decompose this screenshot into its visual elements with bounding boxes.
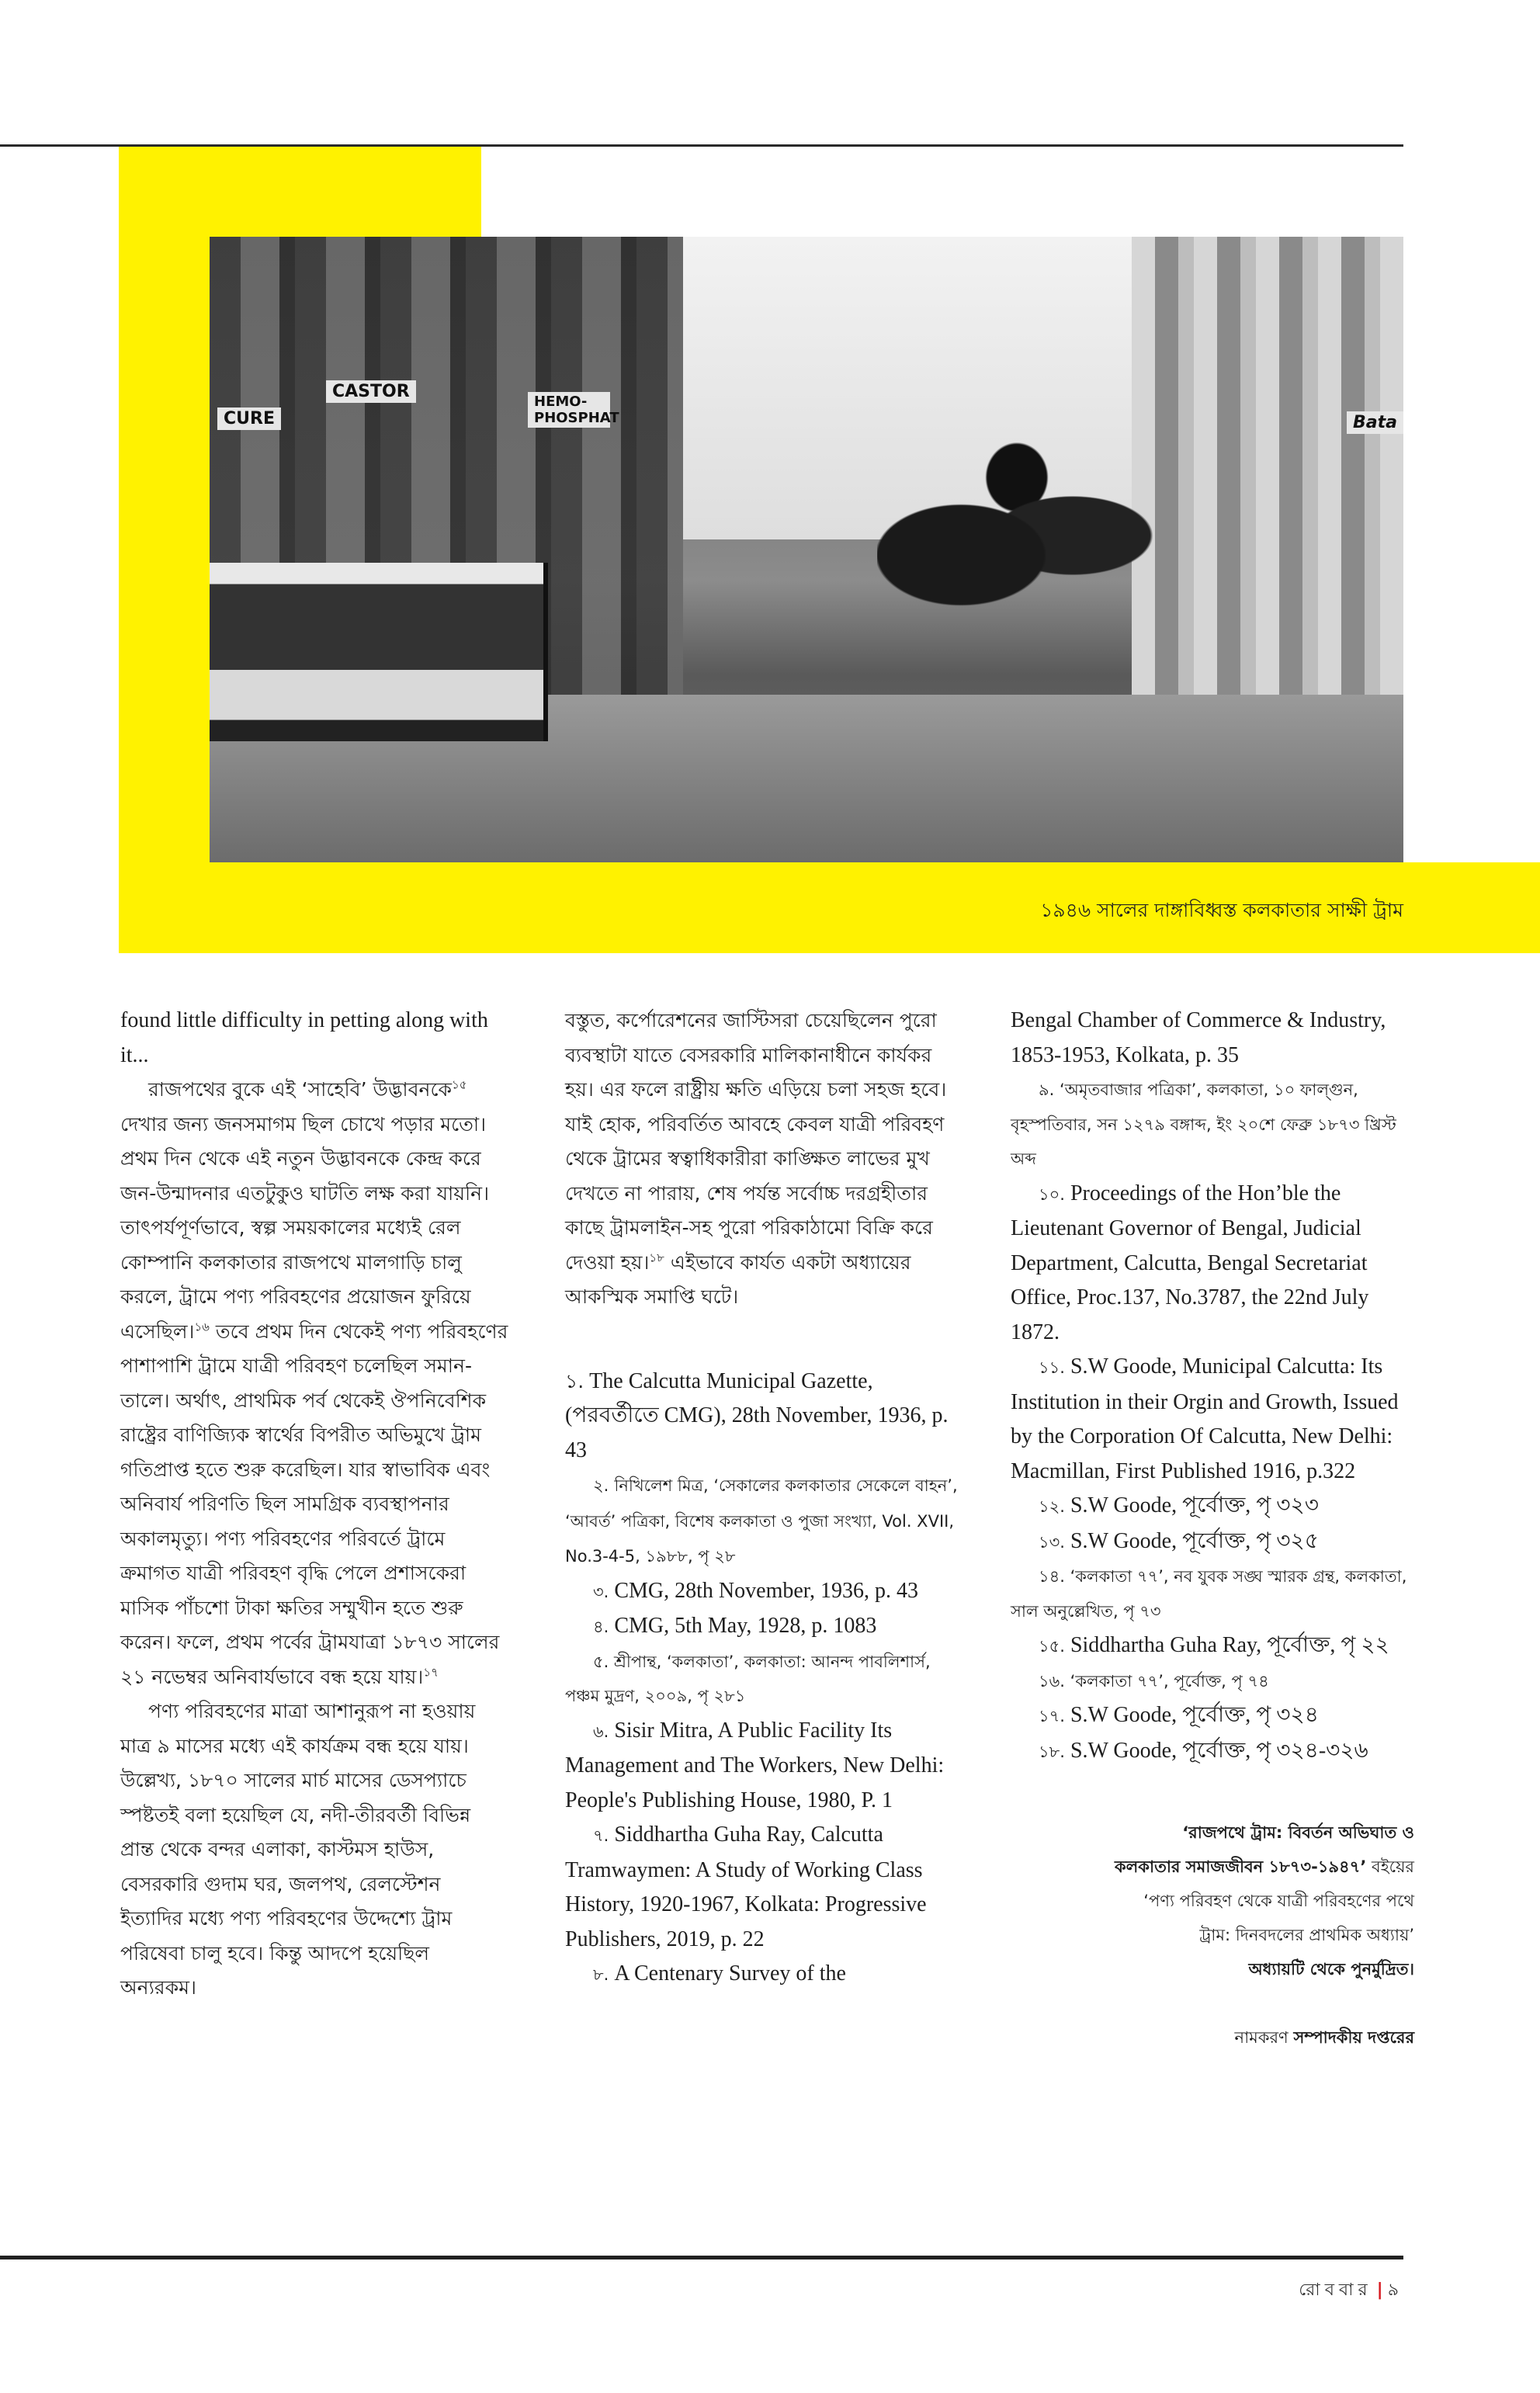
article-column-right [1011, 1004, 1414, 2055]
footer-separator: | [1376, 2280, 1383, 2300]
ref-text: CMG, 5th May, 1928, p. 1083 [614, 1614, 877, 1638]
chapter-line2: ট্রাম: দিনবদলের প্রাথমিক অধ্যায়’ [1199, 1926, 1414, 1944]
ref-number: ৪. [593, 1618, 609, 1636]
historical-photo-tram-1946 [210, 237, 1403, 862]
reference-18 [1011, 1734, 1414, 1770]
ref-number: ৬. [593, 1722, 609, 1741]
spacer [1011, 1986, 1414, 2020]
page-footer [1299, 2277, 1403, 2305]
reference-4 [565, 1609, 961, 1645]
reference-5 [565, 1645, 961, 1714]
ref-text: Proceedings of the Hon’ble the Lieutenant Governor of Bengal, Judicial Department, Calcutta, Bengal Secretariat Office, Proc.137, No.3787, the 22nd July 1872. [1011, 1181, 1369, 1344]
ref-text: S.W Goode, পূর্বোক্ত, পৃ ৩২৪-৩২৬ [1070, 1738, 1368, 1763]
ref-text: ‘কলকাতা ৭৭’, পূর্বোক্ত, পৃ ৭৪ [1070, 1671, 1269, 1691]
para3-text: বস্তুত, কর্পোরেশনের জাস্টিসরা চেয়েছিলেন পুরো ব্যবস্থাটা যাতে বেসরকারি মালিকানাধীনে কার্যকর হয়। এর ফলে রাষ্ট্রীয় ক্ষতি এড়িয়ে চলা সহজ হবে। যাই হোক, পরিবর্তিত আবহে কেবল যাত্রী পরিবহণ থেকে ট্রামের স্বত্বাধিকারীরা কাঙ্ক্ষিত লাভের মুখ দেখতে না পারায়, শেষ পর্যন্ত সর্বোচ্চ দরগ্রহীতার কাছে ট্রামলাইন-সহ পুরো পরিকাঠামো বিক্রি করে দেওয়া হয়। [565, 1009, 947, 1274]
reference-9 [1011, 1073, 1414, 1177]
ref-number: ১২. [1039, 1497, 1065, 1516]
ref-text: A Centenary Survey of the [614, 1961, 846, 1985]
para3-text-cont: এইভাবে কার্যত একটা অধ্যায়ের আকস্মিক সমাপ্তি ঘটে। [565, 1250, 911, 1308]
reference-12 [1011, 1489, 1414, 1524]
reference-3 [565, 1574, 961, 1610]
photo-sign-bata: Bata [1347, 411, 1403, 434]
photo-tram [210, 563, 548, 741]
quote-continuation: found little difficulty in petting along with it... [120, 1008, 488, 1067]
reference-6 [565, 1714, 961, 1819]
article-column-left [120, 1004, 508, 2006]
para1-text: রাজপথের বুকে এই ‘সাহেবি’ উদ্ভাবনকে [148, 1078, 452, 1101]
book-title-line1: ‘রাজপথে ট্রাম: বিবর্তন অভিঘাত ও [1182, 1823, 1414, 1842]
ref-text: নিখিলেশ মিত্র, ‘সেকালের কলকাতার সেকেলে বাহন’, ‘আবর্ত’ পত্রিকা, বিশেষ কলকাতা ও পুজা সংখ্যা, Vol. XVII, No.3-4-5, ১৯৮৮, পৃ ২৮ [565, 1476, 958, 1566]
photo-palm-trees [877, 439, 1157, 633]
footnote-ref-16[interactable]: ১৬ [194, 1320, 210, 1334]
ref-text: শ্রীপান্থ, ‘কলকাতা’, কলকাতা: আনন্দ পাবলিশার্স, পঞ্চম মুদ্রণ, ২০০৯, পৃ ২৮১ [565, 1652, 931, 1705]
photo-sign-cure: CURE [217, 408, 281, 430]
photo-sign-castor: CASTOR [326, 380, 416, 403]
ref-text: S.W Goode, পূর্বোক্ত, পৃ ৩২৩ [1070, 1493, 1319, 1517]
footnote-ref-17[interactable]: ১৭ [423, 1665, 439, 1680]
book-suffix: বইয়ের [1372, 1857, 1414, 1876]
bottom-rule [0, 2256, 1403, 2259]
ref-number: ১৬. [1039, 1671, 1065, 1691]
book-title-line2-wrap [1011, 1850, 1414, 1884]
ref-text: CMG, 28th November, 1936, p. 43 [614, 1578, 918, 1603]
reference-17 [1011, 1698, 1414, 1734]
reference-15 [1011, 1628, 1414, 1664]
ref-text: S.W Goode, পূর্বোক্ত, পৃ ৩২৪ [1070, 1703, 1319, 1727]
ref-text: Siddhartha Guha Ray, Calcutta Tramwaymen: A Study of Working Class History, 1920-1967, Kolkata: Progressive Publishers, 2019, p. 22 [565, 1822, 927, 1951]
section-name: রোববার [1299, 2280, 1372, 2300]
ref-number: ১৮. [1039, 1742, 1065, 1761]
reprint-credit [1011, 1816, 1414, 2055]
naming-credit [1011, 2020, 1414, 2055]
ref-text: S.W Goode, Municipal Calcutta: Its Institution in their Orgin and Growth, Issued by the Corporation Of Calcutta, New Delhi: Macmillan, First Published 1916, p.322 [1011, 1354, 1399, 1483]
ref-number: ৮. [593, 1965, 609, 1984]
ref-number: ১১. [1039, 1358, 1065, 1377]
footnote-ref-15[interactable]: ১৫ [451, 1077, 467, 1092]
naming-prefix: নামকরণ [1234, 2028, 1289, 2047]
spacer [565, 1315, 961, 1349]
reference-2 [565, 1468, 961, 1574]
ref-text: The Calcutta Municipal Gazette, (পরবর্তীতে CMG), 28th November, 1936, p. 43 [565, 1368, 949, 1462]
reference-16 [1011, 1664, 1414, 1699]
ref-number: ১০. [1039, 1184, 1065, 1204]
ref-number: ১৪. [1039, 1567, 1065, 1586]
ref-text: Siddhartha Guha Ray, পূর্বোক্ত, পৃ ২২ [1070, 1633, 1389, 1657]
ref-number: ২. [593, 1476, 609, 1495]
ref-text: Sisir Mitra, A Public Facility Its Management and The Workers, New Delhi: People's Publishing House, 1980, P. 1 [565, 1718, 945, 1812]
footnote-ref-18[interactable]: ১৮ [649, 1250, 664, 1265]
ref-number: ৯. [1039, 1080, 1055, 1099]
photo-sign-hemo: HEMO-PHOSPHAT [528, 392, 610, 428]
ref-number: ১. [565, 1369, 584, 1392]
para1-text-cont: দেখার জন্য জনসমাগম ছিল চোখে পড়ার মতো। প্রথম দিন থেকে এই নতুন উদ্ভাবনকে কেন্দ্র করে জন-উন্মাদনার এতটুকুও ঘাটতি লক্ষ করা যায়নি। তাৎপর্যপূর্ণভাবে, স্বল্প সময়কালের মধ্যেই রেল কোম্পানি কলকাতার রাজপথে মালগাড়ি চালু করলে, ট্রামে পণ্য পরিবহণের প্রয়োজন ফুরিয়ে এসেছিল। [120, 1112, 490, 1343]
reference-8-end: Bengal Chamber of Commerce & Industry, 1853-1953, Kolkata, p. 35 [1011, 1008, 1386, 1067]
ref-number: ৫. [593, 1652, 609, 1671]
photo-buildings-right [1132, 237, 1403, 702]
chapter-line1: ‘পণ্য পরিবহণ থেকে যাত্রী পরিবহণের পথে [1143, 1892, 1414, 1910]
ref-number: ৭. [593, 1826, 609, 1845]
book-title-line2: কলকাতার সমাজজীবন ১৮৭৩-১৯৪৭’ [1114, 1857, 1367, 1876]
reference-11 [1011, 1350, 1414, 1489]
reprint-note: অধ্যায়টি থেকে পুনর্মুদ্রিত। [1248, 1960, 1414, 1979]
article-column-middle [565, 1004, 961, 1992]
reference-10 [1011, 1177, 1414, 1351]
body-paragraph-3 [565, 1004, 961, 1315]
body-paragraph-2: পণ্য পরিবহণের মাত্রা আশানুরূপ না হওয়ায় মাত্র ৯ মাসের মধ্যে এই কার্যক্রম বন্ধ হয়ে যায়। উল্লেখ্য, ১৮৭০ সালের মার্চ মাসের ডেসপ্যাচে স্পষ্টতই বলা হয়েছিল যে, নদী-তীরবর্তী বিভিন্ন প্রান্ত থেকে বন্দর এলাকা, কাস্টমস হাউস, বেসরকারি গুদাম ঘর, জলপথ, রেলস্টেশন ইত্যাদির মধ্যে পণ্য পরিবহণের উদ্দেশ্যে ট্রাম পরিষেবা চালু হবে। কিন্তু আদপে হয়েছিল অন্যরকম। [120, 1700, 476, 1999]
ref-number: ১৭. [1039, 1707, 1065, 1725]
ref-number: ৩. [593, 1582, 609, 1601]
naming-rest: সম্পাদকীয় দপ্তরের [1293, 2028, 1414, 2047]
reference-1 [565, 1365, 961, 1469]
para1-text-cont2: তবে প্রথম দিন থেকেই পণ্য পরিবহণের পাশাপাশি ট্রামে যাত্রী পরিবহণ চলেছিল সমান-তালে। অর্থাৎ, প্রাথমিক পর্ব থেকেই ঔপনিবেশিক রাষ্ট্রের বাণিজ্যিক স্বার্থের বিপরীত অভিমুখে ট্রাম গতিপ্রাপ্ত হতে শুরু করেছিল। যার স্বাভাবিক এবং অনিবার্য পরিণতি ছিল সামগ্রিক ব্যবস্থাপনার অকালমৃত্যু। পণ্য পরিবহণের পরিবর্তে ট্রামে ক্রমাগত যাত্রী পরিবহণ বৃদ্ধি পেলে প্রশাসকেরা মাসিক পাঁচশো টাকা ক্ষতির সম্মুখীন হতে শুরু করেন। ফলে, প্রথম পর্বের ট্রামযাত্রা ১৮৭৩ সালের ২১ নভেম্বর অনিবার্যভাবে বন্ধ হয়ে যায়। [120, 1320, 508, 1688]
reference-13 [1011, 1524, 1414, 1560]
ref-text: ‘অমৃতবাজার পত্রিকা’, কলকাতা, ১০ ফাল্গুন, বৃহস্পতিবার, সন ১২৭৯ বঙ্গাব্দ, ইং ২০শে ফেব্রু ১৮৭৩ খ্রিস্ট অব্দ [1011, 1080, 1396, 1168]
ref-text: ‘কলকাতা ৭৭’, নব যুবক সঙ্ঘ স্মারক গ্রন্থ, কলকাতা, সাল অনুল্লেখিত, পৃ ৭৩ [1011, 1567, 1407, 1621]
spacer [565, 1349, 961, 1365]
ref-number: ১৩. [1039, 1532, 1065, 1552]
reference-14 [1011, 1559, 1414, 1628]
ref-number: ১৫. [1039, 1637, 1065, 1656]
photo-caption: ১৯৪৬ সালের দাঙ্গাবিধ্বস্ত কলকাতার সাক্ষী ট্রাম [1040, 899, 1403, 921]
reference-7 [565, 1818, 961, 1957]
reference-8-start [565, 1957, 961, 1992]
body-paragraph-1 [120, 1073, 508, 1694]
spacer [1011, 1769, 1414, 1816]
page-number: ৯ [1387, 2280, 1403, 2300]
ref-text: S.W Goode, পূর্বোক্ত, পৃ ৩২৫ [1070, 1528, 1319, 1553]
